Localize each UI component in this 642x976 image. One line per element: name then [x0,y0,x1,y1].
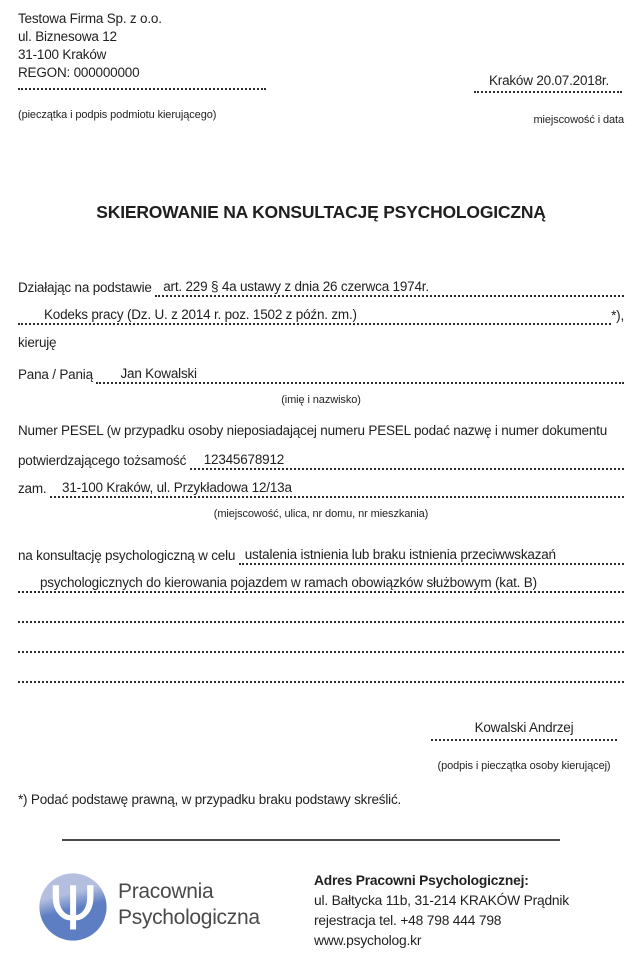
legal-basis-footnote: *) Podać podstawę prawną, w przypadku braku podstawy skreślić. [18,792,402,807]
place-date-caption: miejscowość i data [533,114,624,126]
brand-line-1: Pracownia [118,880,214,903]
footer-address-block [314,871,569,951]
footer [18,871,624,951]
person-caption: (imię i nazwisko) [281,394,361,406]
person-label: Pana / Panią [18,367,97,382]
pesel-fill-line [190,450,624,470]
company-city: 31-100 Kraków [18,47,107,62]
legal-basis-continuation-row [18,297,624,325]
address-value: 31-100 Kraków, ul. Przykładowa 12/13a [62,480,292,495]
purpose-continuation-row [18,565,624,593]
purpose-fill-line [239,545,624,565]
brand-name [118,879,296,931]
footer-address-street: ul. Bałtycka 11b, 31-214 KRAKÓW Prądnik [314,893,569,908]
brand-line-2: Psychologiczna [118,906,260,929]
svg-text:Ψ: Ψ [49,874,97,943]
signature-caption: (podpis i pieczątka osoby kierującej) [437,760,611,772]
legal-basis-value-line2: Kodeks pracy (Dz. U. z 2014 r. poz. 1502 z późn. zm.) [44,307,357,322]
psi-logo-icon [38,871,108,943]
document-title: SKIEROWANIE NA KONSULTACJĘ PSYCHOLOGICZNĄ [96,202,546,222]
purpose-fill-line2 [18,573,624,593]
signature-name: Kowalski Andrzej [474,720,574,735]
company-regon: REGON: 000000000 [18,65,140,80]
legal-basis-fill-line2 [18,305,611,325]
empty-dotted-line-3 [18,653,624,683]
address-row [18,470,624,498]
address-caption: (miejscowość, ulica, nr domu, nr mieszkania) [213,508,429,520]
address-fill-line [50,478,624,498]
footer-address-website: www.psycholog.kr [314,933,422,948]
kieruje-line: kieruję [18,335,57,350]
letterhead [18,10,624,129]
person-fill-line [96,364,624,384]
company-signature-caption: (pieczątka i podpis podmiotu kierującego) [18,109,217,121]
footer-address-title: Adres Pracowni Psychologicznej: [314,873,529,888]
purpose-label: na konsultację psychologiczną w celu [18,548,239,563]
footer-address-phone: rejestracja tel. +48 798 444 798 [314,913,502,928]
address-label: zam. [18,481,51,496]
empty-dotted-line-1 [18,593,624,623]
purpose-value-line1: ustalenia istnienia lub braku istnienia przeciwwskazań [244,547,556,562]
legal-basis-value-line1: art. 229 § 4a ustawy z dnia 26 czerwca 1974r. [163,279,429,294]
legal-basis-row [18,267,624,297]
person-row [18,354,624,384]
purpose-row [18,535,624,565]
pesel-label: potwierdzającego tożsamość [18,453,190,468]
place-date-dotted-line [474,91,622,93]
purpose-value-line2: psychologicznych do kierowania pojazdem w ramach obowiązków służbowym (kat. B) [40,575,537,590]
company-name: Testowa Firma Sp. z o.o. [18,11,162,26]
pesel-value: 12345678912 [203,452,285,467]
company-signature-dotted-line [18,88,266,90]
company-street: ul. Biznesowa 12 [18,29,117,44]
company-block [18,10,318,124]
legal-basis-fill-line [155,277,624,297]
person-value: Jan Kowalski [120,366,197,381]
footer-divider [62,839,560,841]
signature-dotted-line [431,739,617,741]
place-date-value: Kraków 20.07.2018r. [488,73,610,88]
empty-dotted-line-2 [18,623,624,653]
legal-basis-footnote-marker: *), [611,308,624,323]
pesel-row [18,440,624,470]
pesel-paragraph: Numer PESEL (w przypadku osoby nieposiadającej numeru PESEL podać nazwę i numer dokumentu [18,423,608,438]
place-date-block [474,72,624,129]
signature-block [424,719,624,775]
form-body [18,267,624,683]
legal-basis-label: Działając na podstawie [18,280,156,295]
